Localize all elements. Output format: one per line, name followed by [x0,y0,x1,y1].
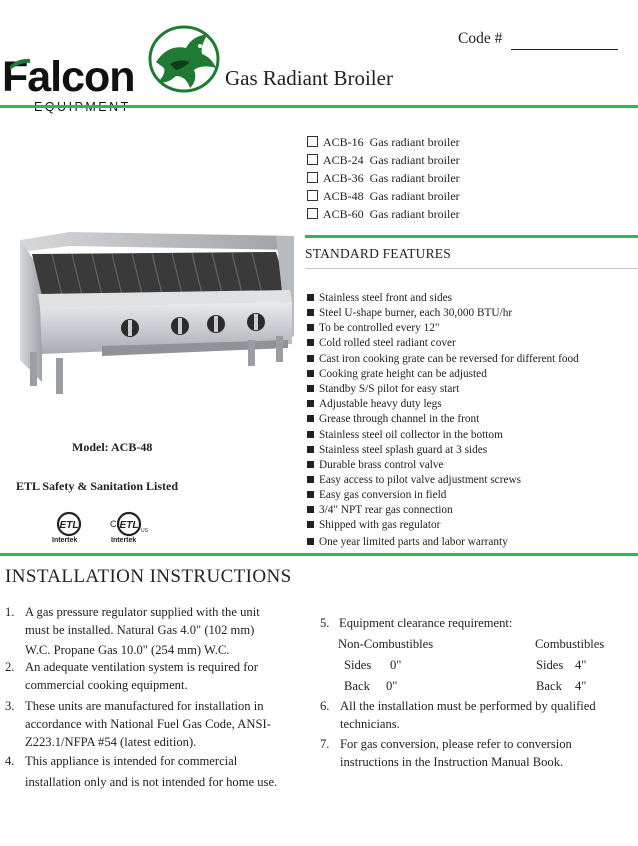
feature-item: Cooking grate height can be adjusted [307,367,487,382]
feature-item: Stainless steel splash guard at 3 sides [307,443,487,458]
feature-item: Steel U-shape burner, each 30,000 BTU/hr [307,306,512,321]
checkbox[interactable] [307,190,318,201]
certification-text: ETL Safety & Sanitation Listed [16,479,179,493]
code-input-line[interactable] [511,49,618,50]
features-heading-rule [305,268,638,269]
row-label: Sides [344,658,372,672]
bullet-icon [307,506,314,513]
svg-text:C: C [110,519,117,529]
feature-item: Durable brass control valve [307,458,444,473]
instruction-step: 4. This appliance is intended for commercial installation only and is not intended for home use. [5,754,278,789]
row-label: Back [536,679,562,693]
feature-item: One year limited parts and labor warranty [307,535,508,550]
features-heading: STANDARD FEATURES [305,246,451,261]
feature-item: Cast iron cooking grate can be reversed for different food [307,352,579,367]
brand-swoosh-icon [10,56,30,70]
bullet-icon [307,294,314,301]
bullet-icon [307,355,314,362]
feature-item: Easy gas conversion in field [307,488,446,503]
bullet-icon [307,431,314,438]
row-value: 4" [575,679,587,693]
bullet-icon [307,521,314,528]
bullet-icon [307,400,314,407]
bullet-icon [307,491,314,498]
feature-item: Shipped with gas regulator [307,518,440,533]
checkbox[interactable] [307,136,318,147]
falcon-emblem-icon [146,24,222,94]
brand-name: Falcon [2,53,135,101]
row-value: 4" [575,658,587,672]
model-option[interactable]: ACB-48 Gas radiant broiler [307,188,460,204]
svg-text:US: US [141,528,148,534]
feature-item: 3/4" NPT rear gas connection [307,503,453,518]
etl-mark-icon [52,511,86,537]
features-top-rule [305,235,638,238]
bullet-icon [307,461,314,468]
document-title: Gas Radiant Broiler [225,66,393,90]
feature-item: Easy access to pilot valve adjustment screws [307,473,521,488]
instruction-step: 1. A gas pressure regulator supplied with the unit must be installed. Natural Gas 4.0" (102 mm) W.C. Propane Gas 10.0" (254 mm) W.C. [5,605,260,657]
instruction-step: 7. For gas conversion, please refer to conversion instructions in the Instruction Manual Book. [320,737,572,769]
broiler-product-image [12,232,294,400]
svg-text:ETL: ETL [59,520,79,531]
bullet-icon [307,415,314,422]
row-value: 0" [390,658,402,672]
model-option[interactable]: ACB-16 Gas radiant broiler [307,134,460,150]
clearance-table: 5. Equipment clearance requirement: Non-Combustibles Combustibles Sides 0" Sides 4" Back 0" Back 4" [320,616,605,693]
row-label: Sides [536,658,564,672]
bullet-icon [307,309,314,316]
header-divider [0,105,638,108]
row-label: Back [344,679,370,693]
installation-divider [0,553,638,556]
checkbox[interactable] [307,172,318,183]
col-head-combustibles: Combustibles [535,637,605,651]
checkbox[interactable] [307,208,318,219]
row-value: 0" [386,679,398,693]
clearance-title: Equipment clearance requirement: [339,616,513,630]
code-label: Code # [458,30,503,47]
model-option[interactable]: ACB-60 Gas radiant broiler [307,206,460,222]
feature-item: Grease through channel in the front [307,412,479,427]
feature-item: Stainless steel oil collector in the bottom [307,428,503,443]
model-option[interactable]: ACB-24 Gas radiant broiler [307,152,460,168]
feature-item: To be controlled every 12" [307,321,440,336]
instruction-step: 6. All the installation must be performed by qualified technicians. [320,699,596,731]
model-option[interactable]: ACB-36 Gas radiant broiler [307,170,460,186]
cetlus-logo: C ETL US Intertek [108,510,150,546]
installation-heading: INSTALLATION INSTRUCTIONS [5,566,292,587]
etl-logo: ETL Intertek [52,511,86,545]
instruction-step: 3. These units are manufactured for installation in accordance with National Fuel Gas Code, ANSI- Z223.1/NFPA #54 (latest edition). [5,699,271,749]
feature-item: Standby S/S pilot for easy start [307,382,459,397]
model-caption: Model: ACB-48 [72,440,153,454]
col-head-noncombustibles: Non-Combustibles [338,637,434,651]
bullet-icon [307,476,314,483]
bullet-icon [307,339,314,346]
svg-text:ETL: ETL [119,520,139,531]
checkbox[interactable] [307,154,318,165]
bullet-icon [307,324,314,331]
bullet-icon [307,446,314,453]
bullet-icon [307,385,314,392]
bullet-icon [307,370,314,377]
instruction-step: 2. An adequate ventilation system is required for commercial cooking equipment. [5,660,258,692]
feature-item: Adjustable heavy duty legs [307,397,442,412]
cetlus-mark-icon [108,510,150,537]
feature-item: Cold rolled steel radiant cover [307,336,456,351]
bullet-icon [307,538,314,545]
feature-item: Stainless steel front and sides [307,291,452,306]
